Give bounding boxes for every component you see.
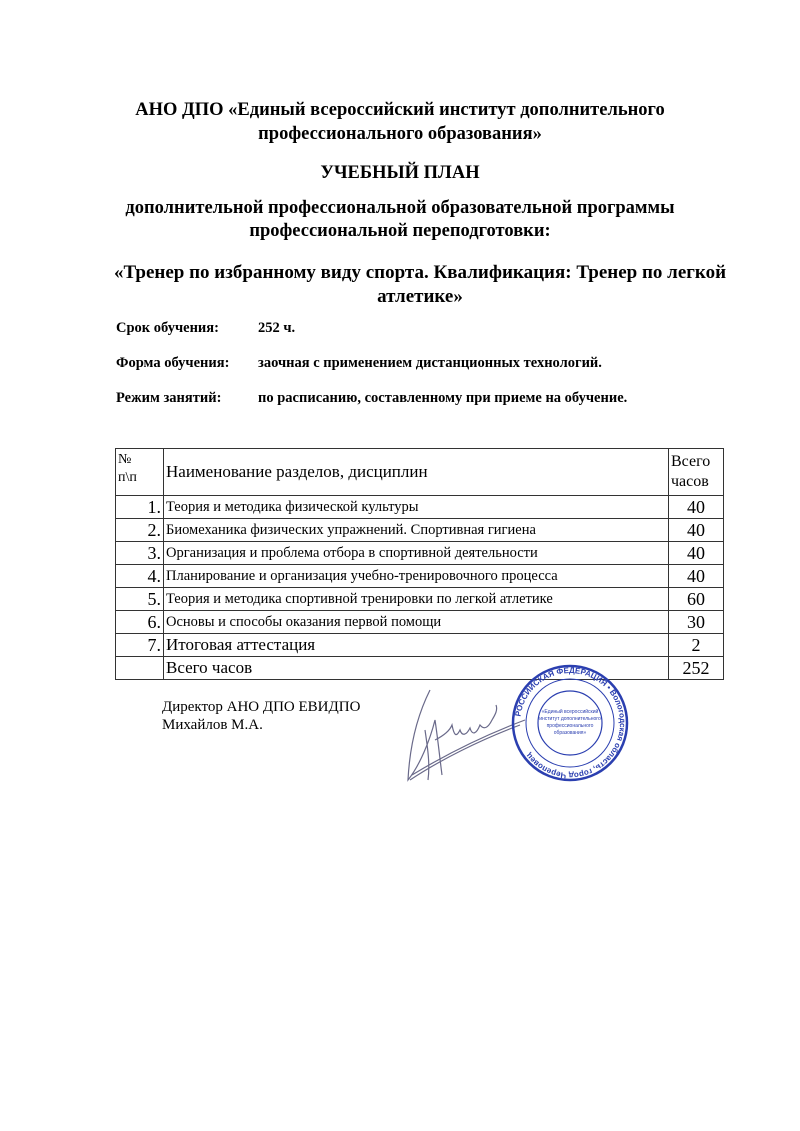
signatory-name: Михайлов М.А. <box>162 717 263 733</box>
row-hours: 40 <box>669 519 724 542</box>
row-num: 1. <box>116 496 164 519</box>
header-num <box>116 449 164 496</box>
row-num: 3. <box>116 542 164 565</box>
table-row <box>116 519 724 542</box>
svg-text:РОССИЙСКАЯ ФЕДЕРАЦИЯ • Вологод: РОССИЙСКАЯ ФЕДЕРАЦИЯ • Вологодская область, город Череповец <box>513 665 628 781</box>
row-hours: 40 <box>669 496 724 519</box>
table-row <box>116 634 724 657</box>
course-title <box>100 261 740 309</box>
row-num: 5. <box>116 588 164 611</box>
row-name: Биомеханика физических упражнений. Спортивная гигиена <box>164 519 669 542</box>
course-line-2: атлетике» <box>377 286 463 307</box>
row-name: Основы и способы оказания первой помощи <box>164 611 669 634</box>
table-row <box>116 588 724 611</box>
program-line-1: дополнительной профессиональной образовательной программы <box>125 198 675 218</box>
info-value: 252 ч. <box>258 320 296 336</box>
info-label: Срок обучения: <box>116 320 219 336</box>
info-duration <box>116 320 296 337</box>
info-value: по расписанию, составленному при приеме на обучение. <box>258 390 628 406</box>
row-num: 4. <box>116 565 164 588</box>
program-line-2: профессиональной переподготовки: <box>249 221 551 241</box>
organization-line-2: профессионального образования» <box>258 124 542 144</box>
total-num <box>116 657 164 680</box>
curriculum-table <box>115 448 724 680</box>
row-num: 7. <box>116 634 164 657</box>
table-total-row <box>116 657 724 680</box>
row-name: Теория и методика спортивной тренировки по легкой атлетике <box>164 588 669 611</box>
svg-text:образования»: образования» <box>553 730 587 736</box>
header-num-line-2: п\п <box>118 470 137 485</box>
info-label: Форма обучения: <box>116 355 230 371</box>
total-label: Всего часов <box>164 657 669 680</box>
svg-text:институт дополнительного: институт дополнительного <box>539 716 601 722</box>
table-row <box>116 496 724 519</box>
official-stamp-icon <box>510 663 630 783</box>
header-num-line-1: № <box>118 452 132 467</box>
signatory-position: Директор АНО ДПО ЕВИДПО <box>162 699 361 715</box>
row-name: Теория и методика физической культуры <box>164 496 669 519</box>
header-hours <box>669 449 724 496</box>
table-header-row <box>116 449 724 496</box>
row-hours: 40 <box>669 565 724 588</box>
course-line-1: «Тренер по избранному виду спорта. Квалификация: Тренер по легкой <box>113 262 727 283</box>
header-hours-line-2: часов <box>671 473 709 490</box>
table-row <box>116 611 724 634</box>
info-value: заочная с применением дистанционных технологий. <box>258 355 602 371</box>
row-hours: 60 <box>669 588 724 611</box>
svg-text:«Единый всероссийский: «Единый всероссийский <box>541 709 599 715</box>
info-label: Режим занятий: <box>116 390 222 406</box>
row-hours: 40 <box>669 542 724 565</box>
info-form <box>116 355 602 372</box>
svg-text:профессионального: профессионального <box>546 723 594 729</box>
row-num: 6. <box>116 611 164 634</box>
row-num: 2. <box>116 519 164 542</box>
table-row <box>116 542 724 565</box>
row-name: Итоговая аттестация <box>164 634 669 657</box>
program-description <box>0 197 800 243</box>
organization-name <box>0 98 800 146</box>
header-hours-line-1: Всего <box>671 453 711 470</box>
info-schedule <box>116 390 628 407</box>
header-name: Наименование разделов, дисциплин <box>164 449 669 496</box>
row-hours: 30 <box>669 611 724 634</box>
signatory <box>162 698 360 734</box>
table-row <box>116 565 724 588</box>
organization-line-1: АНО ДПО «Единый всероссийский институт дополнительного <box>135 100 665 120</box>
row-name: Организация и проблема отбора в спортивной деятельности <box>164 542 669 565</box>
row-hours: 2 <box>669 634 724 657</box>
row-name: Планирование и организация учебно-тренировочного процесса <box>164 565 669 588</box>
document-title: УЧЕБНЫЙ ПЛАН <box>320 163 480 183</box>
total-hours: 252 <box>669 657 724 680</box>
